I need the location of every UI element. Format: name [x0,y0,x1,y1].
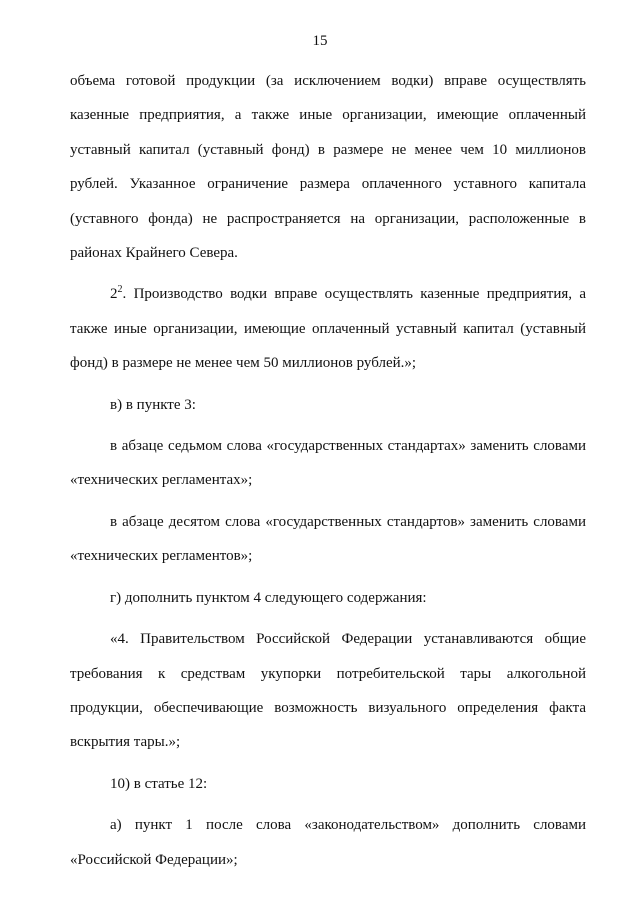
text-fragment: . Производство водки вправе осуществлять казенные предприятия, а [122,286,586,303]
text-line: «4. Правительством Российской Федерации устанавливаются общие [110,631,586,648]
text-line: (уставного фонда) не распространяется на организации, расположенные в [70,210,586,227]
text-line: казенные предприятия, а также иные организации, имеющие оплаченный [70,107,586,124]
text-line: в абзаце седьмом слова «государственных стандартах» заменить словами [110,438,586,455]
paragraph-continuation [70,64,586,270]
text-line: в абзаце десятом слова «государственных стандартов» заменить словами [110,513,586,530]
text-line: «технических регламентах»; [70,472,253,489]
paragraph-point-4 [70,622,586,760]
text-line: продукции, обеспечивающие возможность визуального определения факта [70,699,586,716]
paragraph-number-superscript: 2 [117,284,123,296]
document-body [70,64,586,877]
text-line: объема готовой продукции (за исключением водки) вправе осуществлять [70,73,586,89]
text-line: также иные организации, имеющие оплаченный уставный капитал (уставный [70,320,586,337]
paragraph-seventh-clause [70,429,586,498]
paragraph-item-v [70,388,586,422]
text-line [70,277,586,311]
text-line: «Российской Федерации»; [70,851,238,868]
paragraph-number: 2 [110,286,118,303]
text-line: в) в пункте 3: [110,396,196,413]
text-line: требования к средствам укупорки потребительской тары алкогольной [70,665,586,682]
text-line: 10) в статье 12: [110,775,208,792]
text-line: вскрытия тары.»; [70,734,181,751]
text-line: «технических регламентов»; [70,548,253,565]
paragraph-item-10 [70,767,586,801]
text-line: рублей. Указанное ограничение размера оплаченного уставного капитала [70,176,586,193]
text-line: уставный капитал (уставный фонд) в размере не менее чем 10 миллионов [70,141,586,158]
text-line: районах Крайнего Севера. [70,245,238,262]
text-line: а) пункт 1 после слова «законодательством» дополнить словами [110,817,586,834]
paragraph-item-g [70,581,586,615]
paragraph-tenth-clause [70,505,586,574]
text-line: фонд) в размере не менее чем 50 миллионов рублей.»; [70,355,417,372]
paragraph-item-a [70,808,586,877]
text-line: г) дополнить пунктом 4 следующего содержания: [110,589,427,606]
page-number: 15 [312,33,328,49]
paragraph-2-2 [70,277,586,380]
